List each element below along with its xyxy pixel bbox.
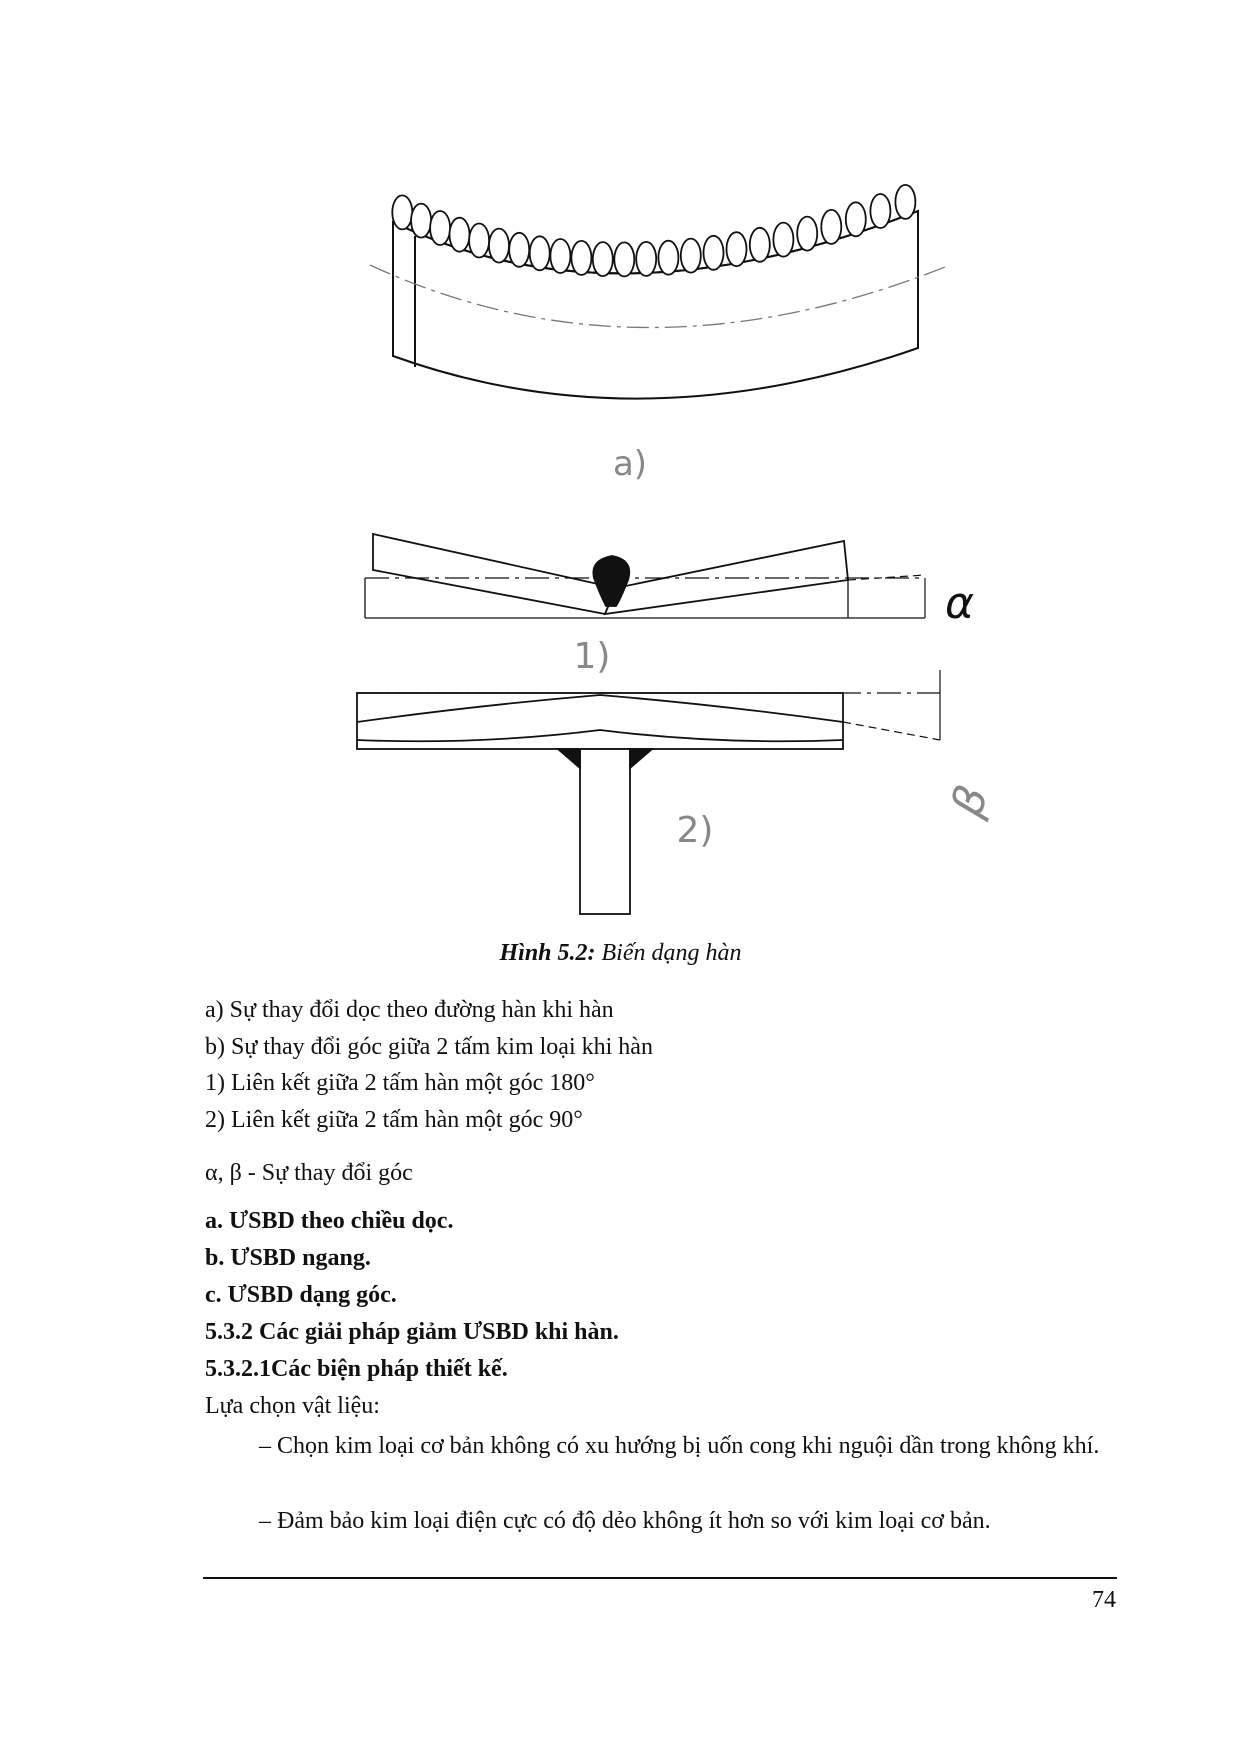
weld-bead: [530, 236, 550, 270]
weld-bead: [658, 241, 678, 275]
heading-a: a. ƯSBD theo chiều dọc.: [205, 1208, 454, 1234]
weld-bead: [411, 204, 431, 238]
caption-title: Biến dạng hàn: [601, 940, 742, 966]
diagram-a: [370, 185, 950, 399]
symbol-line: α, β - Sự thay đổi góc: [205, 1160, 413, 1186]
label-1: 1): [573, 636, 611, 677]
legend-line-a: a) Sự thay đổi dọc theo đường hàn khi hàn: [205, 997, 614, 1023]
legend-line-b: b) Sự thay đổi góc giữa 2 tấm kim loại khi hàn: [205, 1034, 653, 1060]
centerline-curve: [370, 265, 950, 328]
weld-bead: [593, 242, 613, 276]
footer-rule: [203, 1577, 1117, 1579]
weld-bead: [509, 233, 529, 267]
figure-caption: [0, 940, 1241, 967]
beta-dimension-line: [843, 722, 940, 740]
weld-bead: [821, 210, 841, 244]
weld-bead: [614, 242, 634, 276]
paragraph-bullet-2: – Đảm bảo kim loại điện cực có độ dẻo không ít hơn so với kim loại cơ bản.: [259, 1508, 991, 1534]
weld-bead: [550, 239, 570, 273]
weld-bead: [489, 229, 509, 263]
weld-bead: [636, 242, 656, 276]
weld-beads: [392, 185, 915, 277]
weld-bead: [750, 228, 770, 262]
weld-bead: [773, 223, 793, 257]
weld-bead: [571, 241, 591, 275]
fillet-weld-left: [558, 749, 580, 768]
heading-b: b. ƯSBD ngang.: [205, 1245, 371, 1271]
section-heading-5-3-2: 5.3.2 Các giải pháp giảm ƯSBD khi hàn.: [205, 1319, 619, 1345]
weld-bead: [392, 195, 412, 229]
caption-number: Hình 5.2:: [499, 940, 596, 966]
heading-c: c. ƯSBD dạng góc.: [205, 1282, 397, 1308]
legend-line-1: 1) Liên kết giữa 2 tấm hàn một góc 180°: [205, 1070, 595, 1096]
label-2: 2): [676, 810, 714, 851]
section-heading-5-3-2-1: 5.3.2.1Các biện pháp thiết kế.: [205, 1356, 508, 1382]
label-a: a): [612, 444, 648, 484]
fillet-weld-right: [630, 749, 652, 768]
weld-bead: [797, 217, 817, 251]
web-plate: [580, 749, 630, 914]
paragraph-intro: Lựa chọn vật liệu:: [205, 1393, 380, 1419]
weld-bead: [727, 232, 747, 266]
weld-bead: [870, 194, 890, 228]
page-number: 74: [1092, 1587, 1116, 1613]
label-beta: β: [941, 779, 999, 823]
weld-bead: [895, 185, 915, 219]
weld-bead: [469, 224, 489, 258]
legend-line-2: 2) Liên kết giữa 2 tấm hàn một góc 90°: [205, 1107, 583, 1133]
weld-bead: [846, 202, 866, 236]
label-alpha: α: [945, 578, 975, 629]
diagram-1: [365, 534, 925, 618]
paragraph-bullet-1: – Chọn kim loại cơ bản không có xu hướng bị uốn cong khi nguội dần trong không khí.: [259, 1433, 1100, 1459]
weld-bead: [704, 236, 724, 270]
weld-bead: [430, 211, 450, 245]
weld-bead: [450, 218, 470, 252]
left-plate: [373, 534, 616, 614]
diagram-2: [357, 670, 940, 914]
weld-bead: [681, 239, 701, 273]
